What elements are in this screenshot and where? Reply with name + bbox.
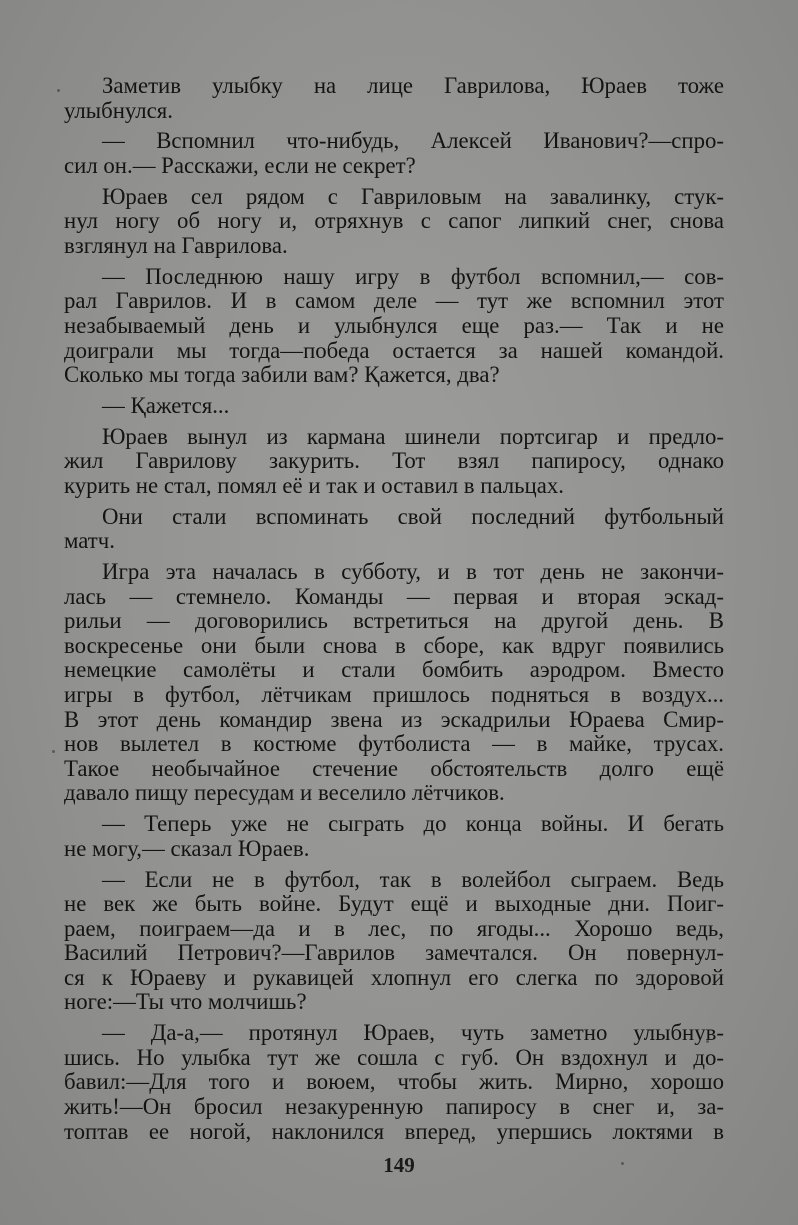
paragraph — [64, 812, 724, 861]
text-line: раем, поиграем—да и в лес, по ягоды... Хорошо ведь, — [64, 915, 724, 941]
text-line: лась — стемнело. Команды — первая и вторая эскад- — [64, 583, 724, 609]
text-line: воскресенье они были снова в сборе, как вдруг появились — [64, 632, 724, 658]
text-line: нов вылетел в костюме футболиста — в майке, трусах. — [64, 731, 724, 757]
paragraph — [64, 560, 724, 806]
text-line: доиграли мы тогда—победа остается за нашей командой. — [64, 337, 724, 363]
paragraph — [64, 505, 724, 554]
text-line: — Теперь уже не сыграть до конца войны. И бегать — [102, 811, 724, 837]
text-line: Юраев вынул из кармана шинели портсигар и предло- — [102, 423, 724, 449]
text-line: ся к Юраеву и рукавицей хлопнул его слегка по здоровой — [64, 964, 724, 990]
text-line: рильи — договорились встретиться на другой день. В — [64, 608, 724, 634]
paragraph — [64, 74, 724, 123]
text-line: жил Гаврилову закурить. Тот взял папиросу, однако — [64, 448, 724, 474]
text-line: шись. Но улыбка тут же сошла с губ. Он вздохнул и до- — [64, 1044, 724, 1070]
text-line: рал Гаврилов. И в самом деле — тут же вспомнил этот — [64, 288, 724, 314]
text-line: топтав ее ногой, наклонился вперед, упершись локтями в — [64, 1118, 724, 1144]
text-line: игры в футбол, лётчикам пришлось подняться в воздух... — [64, 681, 724, 707]
text-line: сил он.— Расскажи, если не секрет? — [64, 152, 416, 178]
text-line: В этот день командир звена из эскадрильи Юраева Смир- — [64, 706, 724, 732]
text-line: Они стали вспоминать свой последний футбольный — [102, 503, 724, 529]
text-line: бавил:—Для того и воюем, чтобы жить. Мирно, хорошо — [64, 1069, 724, 1095]
text-line: — Вспомнил что-нибудь, Алексей Иванович?—спро- — [102, 128, 724, 154]
text-line: — Қажется... — [102, 392, 230, 418]
paragraph — [64, 265, 724, 388]
text-line: взглянул на Гаврилова. — [64, 232, 288, 258]
text-line: не могу,— сказал Юраев. — [64, 835, 310, 861]
text-line: матч. — [64, 528, 115, 554]
text-line: Игра эта началась в субботу, и в тот день не закончи- — [102, 559, 724, 584]
text-line: давало пищу пересудам и веселило лётчиков. — [64, 780, 505, 806]
text-line: Василий Петрович?—Гаврилов замечтался. Он повернул- — [64, 940, 724, 966]
text-line: Такое необычайное стечение обстоятельств долго ещё — [64, 755, 724, 781]
text-line: не век же быть войне. Будут ещё и выходные дни. Поиг- — [64, 891, 724, 917]
text-line: жить!—Он бросил незакуренную папиросу в снег и, за- — [64, 1094, 724, 1120]
paragraph — [64, 868, 724, 1016]
text-line: — Если не в футбол, так в волейбол сыграем. Ведь — [102, 866, 724, 892]
paragraph — [64, 129, 724, 178]
print-speck — [52, 750, 55, 753]
text-line: Заметив улыбку на лице Гаврилова, Юраев тоже — [102, 73, 724, 98]
print-speck — [57, 89, 60, 92]
text-line: — Последнюю нашу игру в футбол вспомнил,— сов- — [102, 263, 724, 289]
text-line: курить не стал, помял её и так и оставил в пальцах. — [64, 472, 564, 498]
text-line: немецкие самолёты и стали бомбить аэродром. Вместо — [64, 657, 724, 683]
paragraph — [64, 1021, 724, 1144]
body-text — [64, 74, 724, 1150]
text-line: незабываемый день и улыбнулся еще раз.— Так и не — [64, 312, 724, 338]
page-number: 149 — [383, 1153, 415, 1177]
paragraph — [64, 425, 724, 499]
text-line: Юраев сел рядом с Гавриловым на завалинку, стук- — [102, 183, 724, 209]
paragraph — [64, 185, 724, 259]
text-line: — Да-а,— протянул Юраев, чуть заметно улыбнув- — [102, 1020, 724, 1046]
text-line: нул ногу об ногу и, отряхнув с сапог липкий снег, снова — [64, 208, 724, 234]
text-line: улыбнулся. — [64, 97, 173, 123]
text-line: ноге:—Ты что молчишь? — [64, 989, 307, 1015]
paragraph — [64, 394, 724, 419]
text-line: Сколько мы тогда забили вам? Қажется, два? — [64, 362, 500, 388]
